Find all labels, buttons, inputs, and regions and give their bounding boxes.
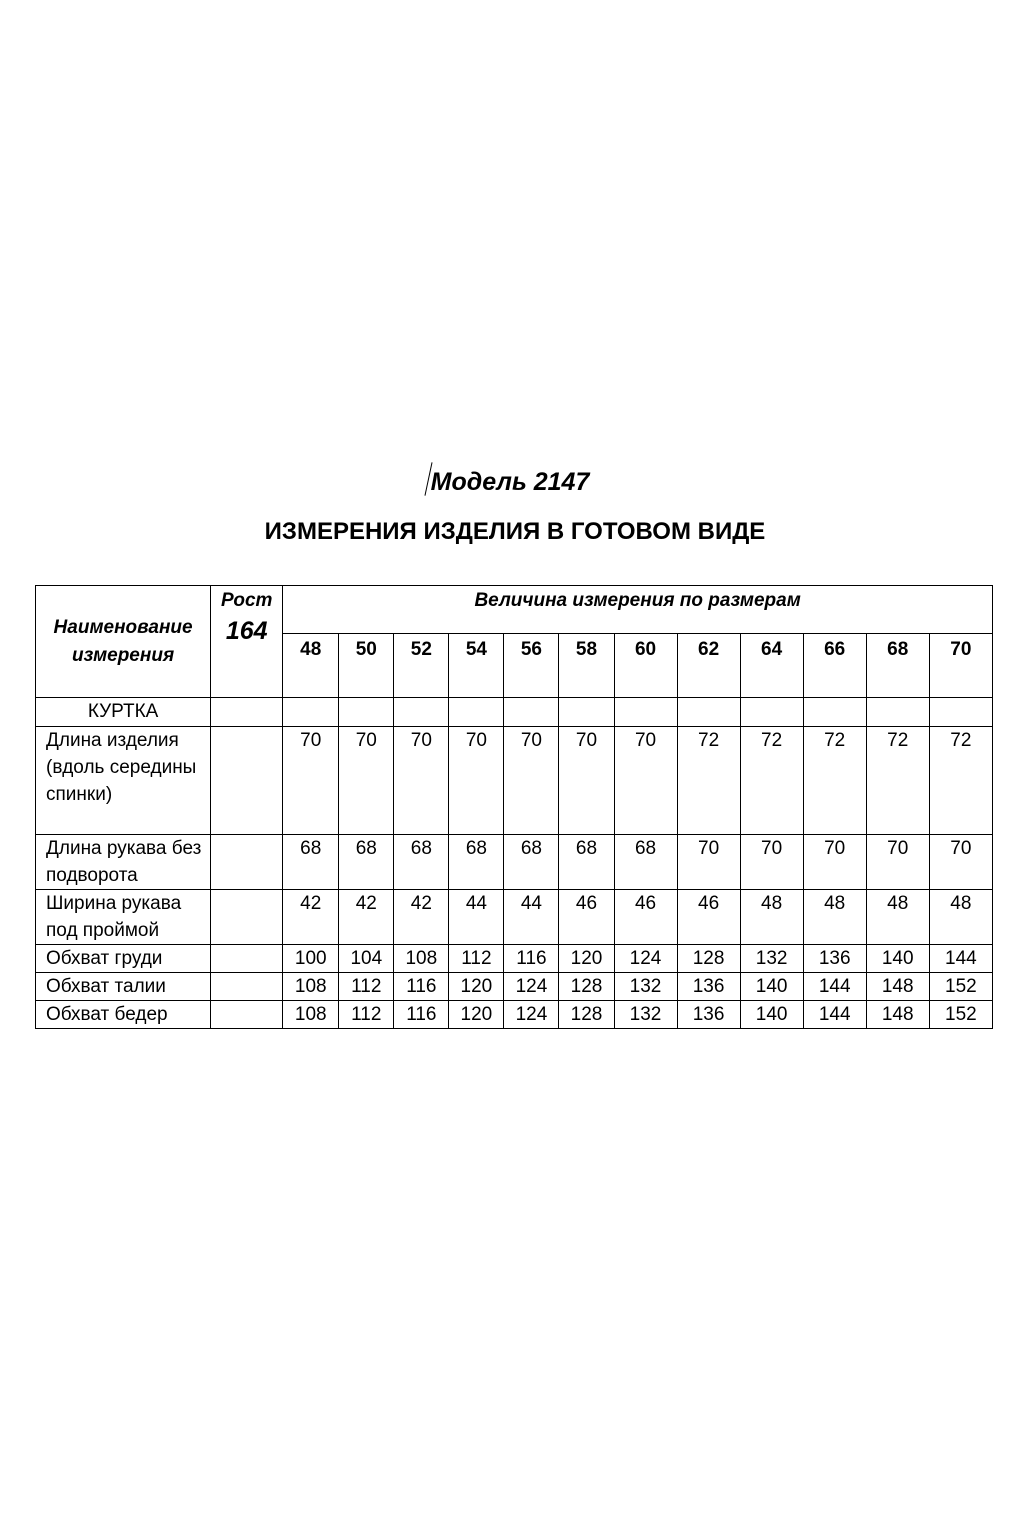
measurement-value: 48 bbox=[929, 890, 992, 945]
height-header bbox=[211, 586, 283, 698]
document-heading: ИЗМЕРЕНИЯ ИЗДЕЛИЯ В ГОТОВОМ ВИДЕ bbox=[264, 518, 766, 545]
empty-cell bbox=[211, 698, 283, 727]
measurement-value: 132 bbox=[614, 973, 677, 1001]
measurement-value: 68 bbox=[394, 835, 449, 890]
measurement-value: 70 bbox=[339, 727, 394, 835]
height-value: 164 bbox=[225, 617, 268, 645]
measurement-value: 116 bbox=[394, 1001, 449, 1029]
measurement-value: 42 bbox=[394, 890, 449, 945]
size-header-cell: 64 bbox=[740, 634, 803, 698]
table-row bbox=[36, 890, 993, 945]
empty-cell bbox=[866, 698, 929, 727]
measurement-value: 100 bbox=[283, 945, 339, 973]
empty-cell bbox=[504, 698, 559, 727]
measurement-value: 72 bbox=[803, 727, 866, 835]
empty-cell bbox=[283, 698, 339, 727]
measurement-value: 140 bbox=[866, 945, 929, 973]
size-header-cell: 48 bbox=[283, 634, 339, 698]
measurement-value: 68 bbox=[339, 835, 394, 890]
measurement-value: 70 bbox=[740, 835, 803, 890]
measurement-value: 144 bbox=[803, 1001, 866, 1029]
measurement-value: 148 bbox=[866, 1001, 929, 1029]
empty-cell bbox=[559, 698, 614, 727]
model-title-text: Модель 2147 bbox=[430, 468, 590, 496]
measurement-value: 124 bbox=[504, 973, 559, 1001]
measurement-value: 104 bbox=[339, 945, 394, 973]
measurement-value: 116 bbox=[504, 945, 559, 973]
measurement-label: Ширина рукава под проймой bbox=[36, 890, 211, 945]
measurement-value: 144 bbox=[803, 973, 866, 1001]
measurement-value: 152 bbox=[929, 1001, 992, 1029]
measurement-value: 70 bbox=[866, 835, 929, 890]
measurement-value: 70 bbox=[803, 835, 866, 890]
header-row-group bbox=[36, 586, 993, 634]
measurement-value: 68 bbox=[559, 835, 614, 890]
measurement-label: Длина изделия (вдоль середины спинки) bbox=[36, 727, 211, 835]
measurement-value: 70 bbox=[559, 727, 614, 835]
measurement-value: 70 bbox=[929, 835, 992, 890]
measurement-value: 70 bbox=[283, 727, 339, 835]
measurement-value: 70 bbox=[394, 727, 449, 835]
measurement-value: 116 bbox=[394, 973, 449, 1001]
size-header-cell: 68 bbox=[866, 634, 929, 698]
measurement-value: 112 bbox=[339, 973, 394, 1001]
measurement-value: 42 bbox=[339, 890, 394, 945]
table-row bbox=[36, 835, 993, 890]
measurement-value: 48 bbox=[866, 890, 929, 945]
measurement-value: 72 bbox=[866, 727, 929, 835]
empty-cell bbox=[339, 698, 394, 727]
measurement-value: 128 bbox=[677, 945, 740, 973]
measurement-value: 72 bbox=[929, 727, 992, 835]
measurements-table bbox=[35, 585, 993, 1029]
empty-cell bbox=[394, 698, 449, 727]
measurement-label: Длина рукава без подворота bbox=[36, 835, 211, 890]
table-row bbox=[36, 727, 993, 835]
size-header-cell: 50 bbox=[339, 634, 394, 698]
measurement-value: 128 bbox=[559, 1001, 614, 1029]
measurement-value: 124 bbox=[504, 1001, 559, 1029]
measurement-value: 42 bbox=[283, 890, 339, 945]
measurement-value: 140 bbox=[740, 973, 803, 1001]
height-cell bbox=[211, 973, 283, 1001]
size-header-cell: 56 bbox=[504, 634, 559, 698]
table-row bbox=[36, 1001, 993, 1029]
empty-cell bbox=[803, 698, 866, 727]
measurement-value: 70 bbox=[449, 727, 504, 835]
measurement-value: 48 bbox=[803, 890, 866, 945]
measurement-value: 148 bbox=[866, 973, 929, 1001]
measurement-value: 152 bbox=[929, 973, 992, 1001]
height-label: Рост bbox=[220, 590, 273, 611]
measurement-value: 108 bbox=[283, 1001, 339, 1029]
empty-cell bbox=[677, 698, 740, 727]
measurement-value: 108 bbox=[283, 973, 339, 1001]
measurement-label: Обхват талии bbox=[36, 973, 211, 1001]
size-header-cell: 66 bbox=[803, 634, 866, 698]
table-row bbox=[36, 945, 993, 973]
measurement-value: 68 bbox=[449, 835, 504, 890]
section-row bbox=[36, 698, 993, 727]
measurement-value: 44 bbox=[449, 890, 504, 945]
height-cell bbox=[211, 1001, 283, 1029]
size-header-cell: 54 bbox=[449, 634, 504, 698]
height-cell bbox=[211, 835, 283, 890]
measurement-value: 68 bbox=[283, 835, 339, 890]
measurement-value: 72 bbox=[740, 727, 803, 835]
size-header-cell: 58 bbox=[559, 634, 614, 698]
size-header-cell: 70 bbox=[929, 634, 992, 698]
measurement-value: 140 bbox=[740, 1001, 803, 1029]
measurement-value: 44 bbox=[504, 890, 559, 945]
measurement-value: 132 bbox=[614, 1001, 677, 1029]
measurement-value: 132 bbox=[740, 945, 803, 973]
measurement-value: 128 bbox=[559, 973, 614, 1001]
measurement-value: 108 bbox=[394, 945, 449, 973]
measurement-value: 120 bbox=[449, 1001, 504, 1029]
height-cell bbox=[211, 945, 283, 973]
size-header-cell: 52 bbox=[394, 634, 449, 698]
measurement-value: 70 bbox=[614, 727, 677, 835]
empty-cell bbox=[449, 698, 504, 727]
measurement-value: 72 bbox=[677, 727, 740, 835]
measurement-value: 120 bbox=[449, 973, 504, 1001]
measurement-value: 70 bbox=[677, 835, 740, 890]
measurement-name-header: Наименование измерения bbox=[36, 586, 211, 698]
size-group-header: Величина измерения по размерам bbox=[283, 586, 993, 634]
height-cell bbox=[211, 890, 283, 945]
measurement-value: 124 bbox=[614, 945, 677, 973]
table-row bbox=[36, 973, 993, 1001]
measurement-value: 46 bbox=[614, 890, 677, 945]
measurement-value: 136 bbox=[803, 945, 866, 973]
model-title bbox=[0, 462, 1017, 498]
empty-cell bbox=[929, 698, 992, 727]
measurement-value: 68 bbox=[504, 835, 559, 890]
measurement-value: 112 bbox=[449, 945, 504, 973]
measurement-value: 46 bbox=[559, 890, 614, 945]
measurement-value: 46 bbox=[677, 890, 740, 945]
empty-cell bbox=[614, 698, 677, 727]
measurement-value: 120 bbox=[559, 945, 614, 973]
measurement-value: 48 bbox=[740, 890, 803, 945]
height-cell bbox=[211, 727, 283, 835]
size-header-cell: 60 bbox=[614, 634, 677, 698]
measurement-value: 136 bbox=[677, 973, 740, 1001]
empty-cell bbox=[740, 698, 803, 727]
measurement-label: Обхват груди bbox=[36, 945, 211, 973]
measurement-value: 144 bbox=[929, 945, 992, 973]
measurement-value: 136 bbox=[677, 1001, 740, 1029]
section-label: КУРТКА bbox=[36, 698, 211, 727]
measurement-value: 70 bbox=[504, 727, 559, 835]
measurement-value: 68 bbox=[614, 835, 677, 890]
measurement-label: Обхват бедер bbox=[36, 1001, 211, 1029]
size-header-cell: 62 bbox=[677, 634, 740, 698]
measurement-value: 112 bbox=[339, 1001, 394, 1029]
